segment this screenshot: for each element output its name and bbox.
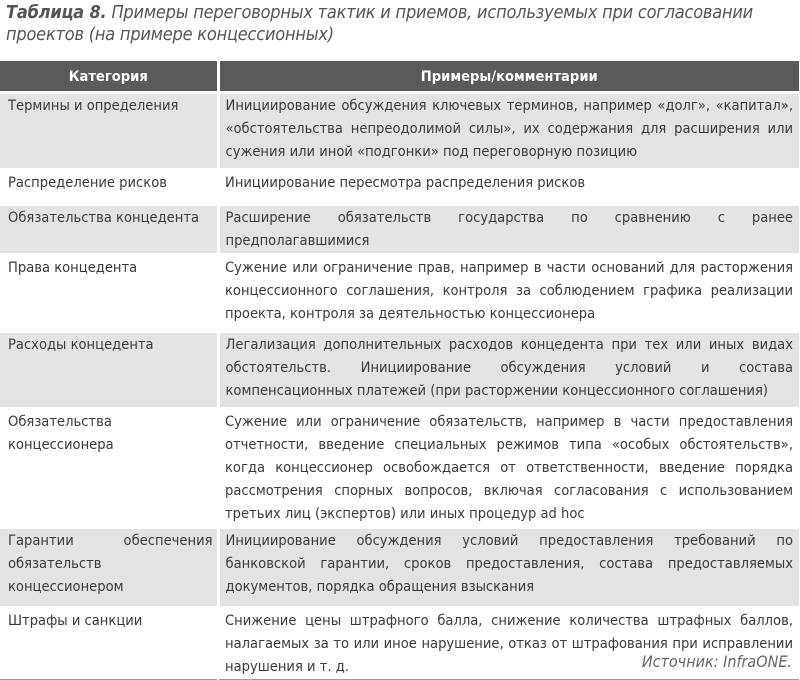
row-category: Термины и определения: [0, 93, 218, 170]
row-category: Распределение рисков: [0, 170, 218, 205]
row-category: Права концедента: [0, 255, 218, 332]
source-note: Источник: InfraONE.: [641, 652, 792, 671]
caption-label: Таблица 8.: [6, 2, 107, 23]
row-example: Легализация дополнительных расходов концедента при тех или иных видах обстоятельств. Инициирование обсуждения условий и состава компенсационных платежей (при расторжении концессионного соглашения): [218, 332, 799, 409]
table-row: [0, 93, 799, 170]
table-row: [0, 255, 799, 332]
row-example: Инициирование обсуждения условий предоставления требований по банковской гарантии, сроков предоставления, состава предоставляемых документов, порядка обращения взыскания: [218, 528, 799, 608]
row-example: Расширение обязательств государства по сравнению с ранее предполагавшимися: [218, 205, 799, 255]
table-row: [0, 528, 799, 608]
row-example: Сужение или ограничение обязательств, например в части предоставления отчетности, введение специальных режимов типа «особых обстоятельств», когда концессионер освобождается от ответственности, введение порядка рассмотрения спорных вопросов, включая согласования с использованием третьих лиц (экспертов) или иных процедур ad hoc: [218, 409, 799, 528]
row-category: Штрафы и санкции: [0, 608, 218, 680]
table-row: [0, 332, 799, 409]
row-category: Обязательства концессионера: [0, 409, 218, 528]
row-example: Инициирование пересмотра распределения рисков: [218, 170, 799, 205]
table-header-row: [0, 61, 799, 93]
table-caption: [6, 2, 786, 46]
row-category: Обязательства концедента: [0, 205, 218, 255]
caption-text: Примеры переговорных тактик и приемов, используемых при согласовании проектов (на примере концессионных): [6, 2, 754, 45]
table-row: [0, 409, 799, 528]
row-example: Сужение или ограничение прав, например в части оснований для расторжения концессионного соглашения, контроля за соблюдением графика реализации проекта, контроля за деятельностью концессионера: [218, 255, 799, 332]
header-category: Категория: [0, 61, 218, 93]
row-example: Снижение цены штрафного балла, снижение количества штрафных баллов, налагаемых за то или иное нарушение, отказ от штрафования при исправлении нарушения и т. д.: [218, 608, 799, 680]
row-category: Расходы концедента: [0, 332, 218, 409]
header-examples: Примеры/комментарии: [218, 61, 799, 93]
row-example: Инициирование обсуждения ключевых терминов, например «долг», «капитал», «обстоятельства непреодолимой силы», их содержания для расширения или сужения или иной «подгонки» под переговорную позицию: [218, 93, 799, 170]
tactics-table: [0, 61, 799, 680]
table-row: [0, 170, 799, 205]
table-row: [0, 205, 799, 255]
row-category: Гарантии обеспечения обязательств концессионером: [0, 528, 218, 608]
